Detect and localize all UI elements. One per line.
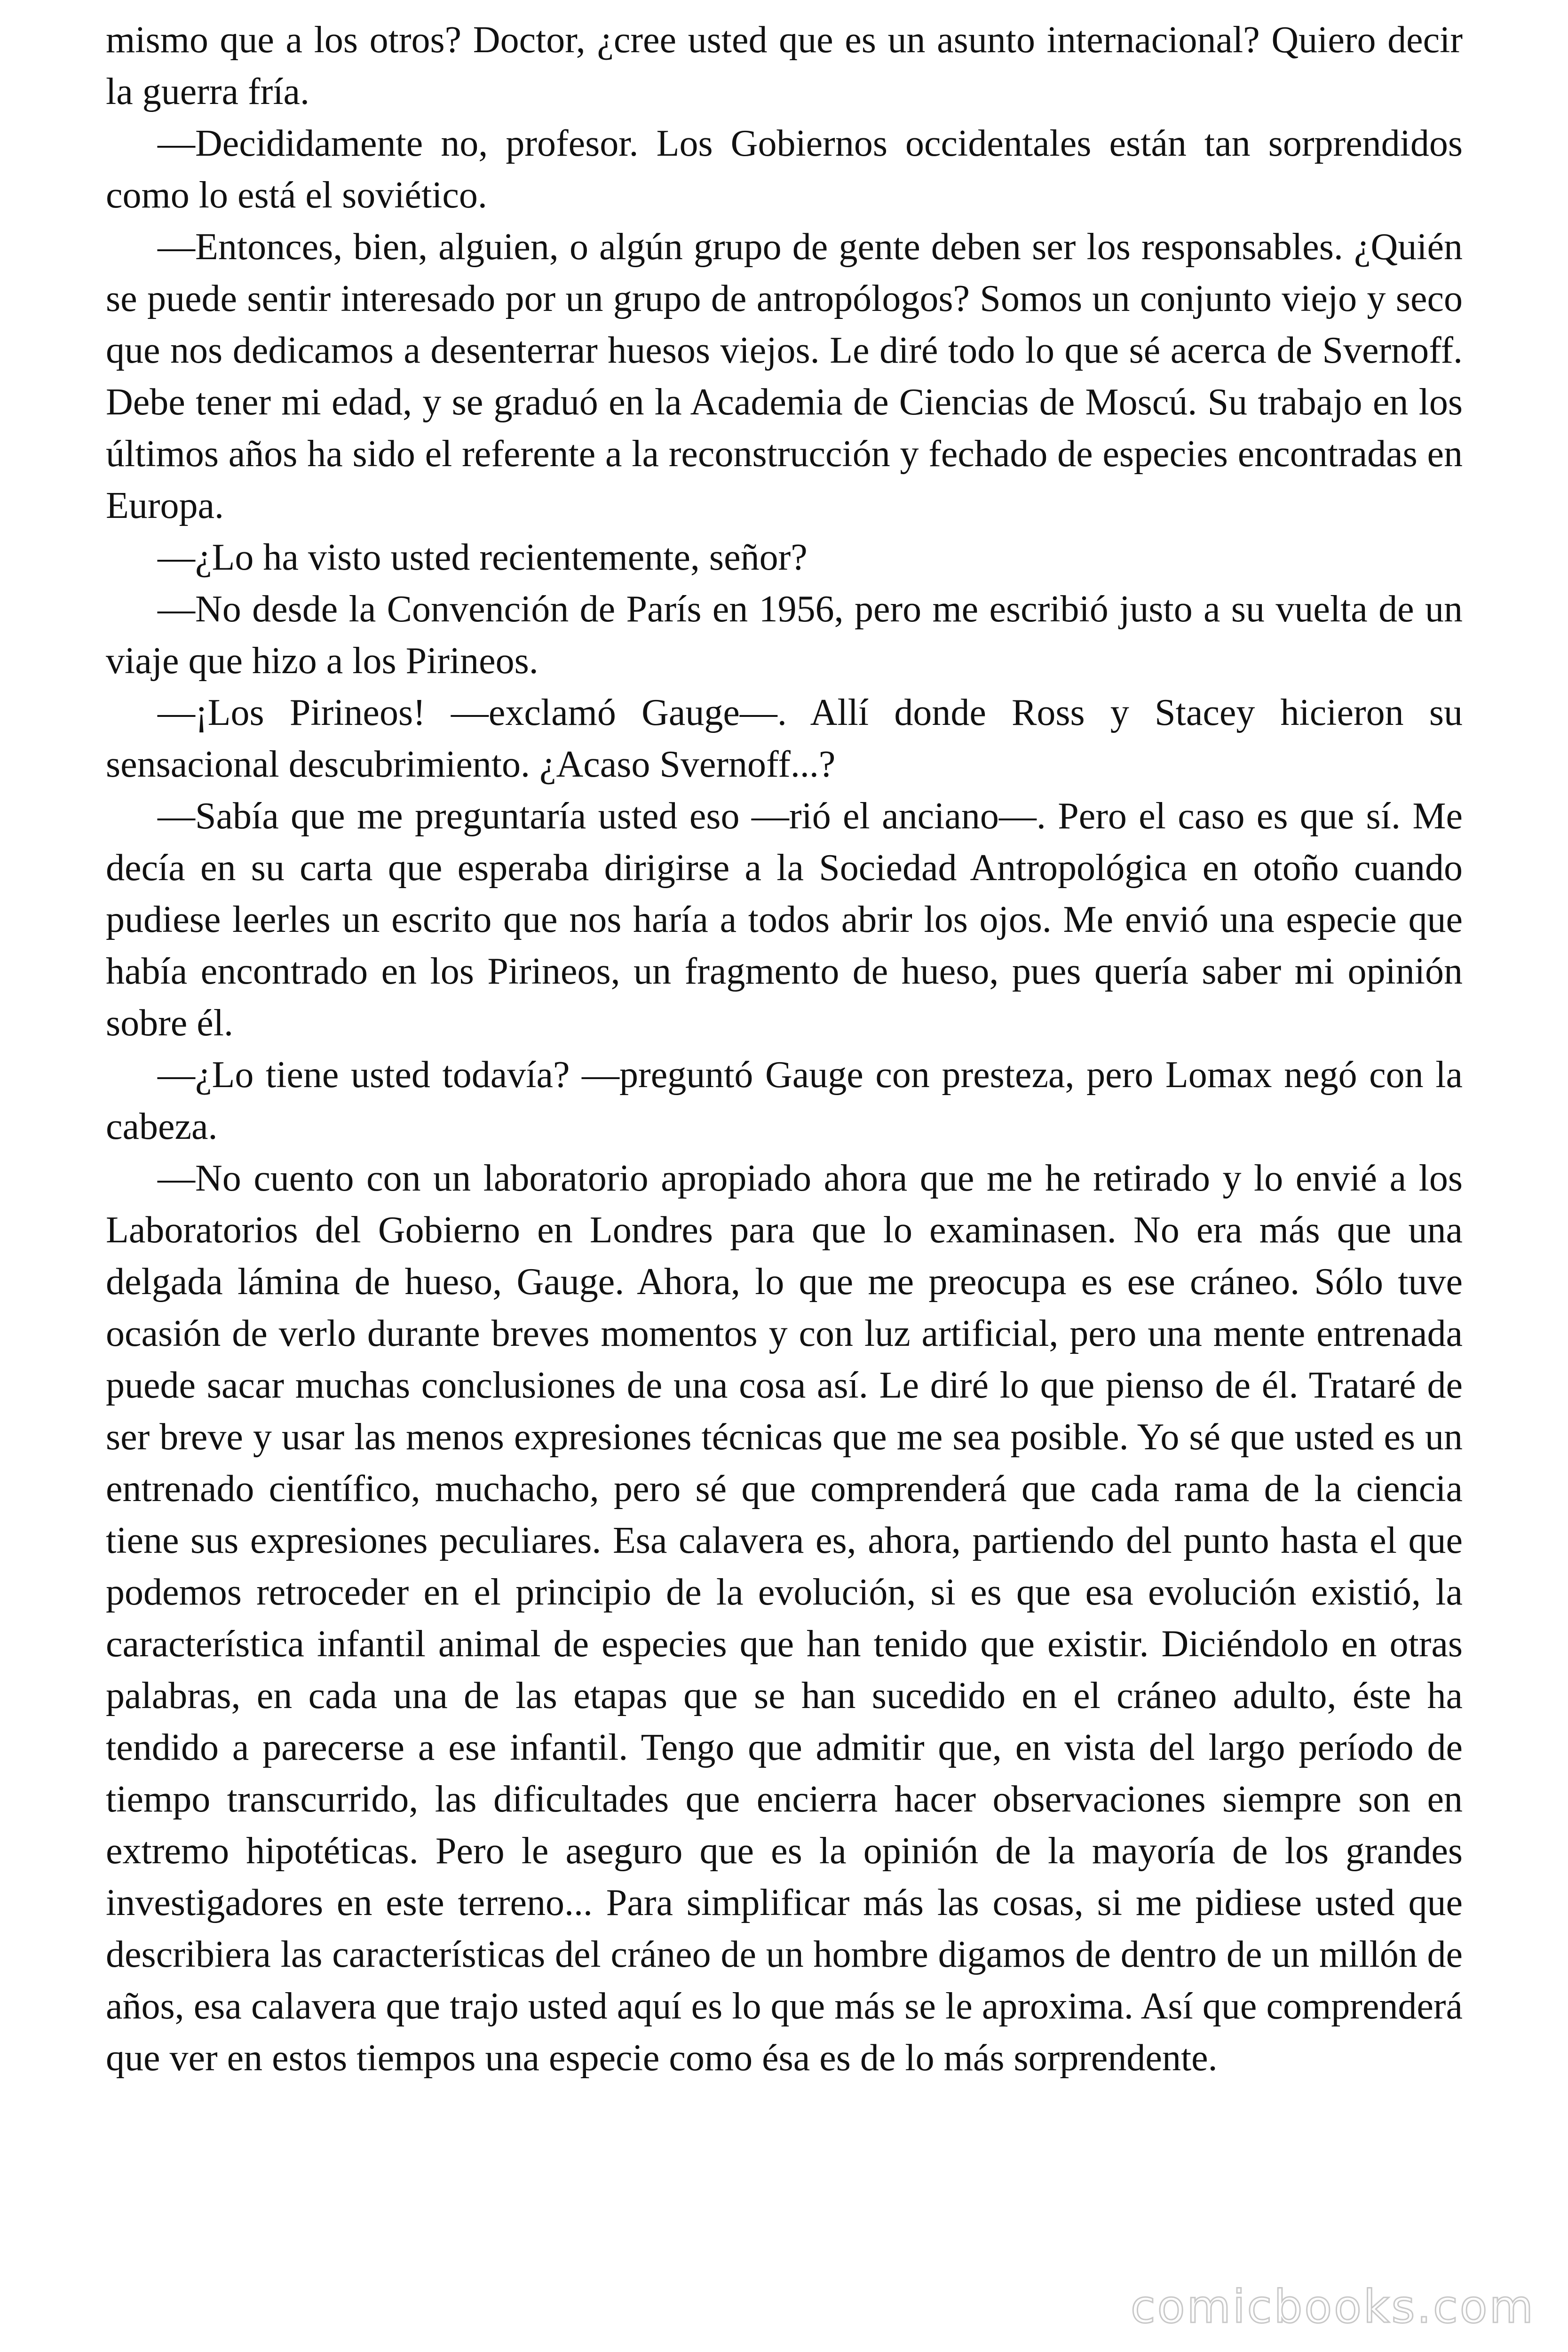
paragraph-4: —¿Lo ha visto usted recientemente, señor? [158,537,808,578]
paragraph-5: —No desde la Convención de París en 1956, pero me escribió justo a su vuelta de un viaje que hizo a los Pirineos. [106,588,1463,682]
paragraph-1: mismo que a los otros? Doctor, ¿cree usted que es un asunto internacional? Quiero decir la guerra fría. [106,19,1463,112]
watermark-logo: comicbooks.com [1130,2280,1535,2333]
paragraph-7: —Sabía que me preguntaría usted eso —rió el anciano—. Pero el caso es que sí. Me decía en su carta que esperaba dirigirse a la Sociedad Antropológica en otoño cuando pudiese leerles un escrito que nos haría a todos abrir los ojos. Me envió una especie que había encontrado en los Pirineos, un fragmento de hueso, pues quería saber mi opinión sobre él. [106,795,1463,1044]
document-page [106,14,1463,2272]
paragraph-6: —¡Los Pirineos! —exclamó Gauge—. Allí donde Ross y Stacey hicieron su sensacional descubrimiento. ¿Acaso Svernoff...? [106,692,1463,785]
paragraph-3: —Entonces, bien, alguien, o algún grupo de gente deben ser los responsables. ¿Quién se puede sentir interesado por un grupo de antropólogos? Somos un conjunto viejo y seco que nos dedicamos a desenterrar huesos viejos. Le diré todo lo que sé acerca de Svernoff. Debe tener mi edad, y se graduó en la Academia de Ciencias de Moscú. Su trabajo en los últimos años ha sido el referente a la reconstrucción y fechado de especies encontradas en Europa. [106,226,1463,526]
paragraph-8: —¿Lo tiene usted todavía? —preguntó Gauge con presteza, pero Lomax negó con la cabeza. [106,1054,1463,1147]
paragraph-9: —No cuento con un laboratorio apropiado ahora que me he retirado y lo envié a los Laboratorios del Gobierno en Londres para que lo examinasen. No era más que una delgada lámina de hueso, Gauge. Ahora, lo que me preocupa es ese cráneo. Sólo tuve ocasión de verlo durante breves momentos y con luz artificial, pero una mente entrenada puede sacar muchas conclusiones de una cosa así. Le diré lo que pienso de él. Trataré de ser breve y usar las menos expresiones técnicas que me sea posible. Yo sé que usted es un entrenado científico, muchacho, pero sé que comprenderá que cada rama de la ciencia tiene sus expresiones peculiares. Esa calavera es, ahora, partiendo del punto hasta el que podemos retroceder en el principio de la evolución, si es que esa evolución existió, la característica infantil animal de especies que han tenido que existir. Diciéndolo en otras palabras, en cada una de las etapas que se han sucedido en el cráneo adulto, éste ha tendido a parecerse a ese infantil. Tengo que admitir que, en vista del largo período de tiempo transcurrido, las dificultades que encierra hacer observaciones siempre son en extremo hipotéticas. Pero le aseguro que es la opinión de la mayoría de los grandes investigadores en este terreno... Para simplificar más las cosas, si me pidiese usted que describiera las características del cráneo de un hombre digamos de dentro de un millón de años, esa calavera que trajo usted aquí es lo que más se le aproxima. Así que comprenderá que ver en estos tiempos una especie como ésa es de lo más sorprendente. [106,1158,1463,2079]
paragraph-2: —Decididamente no, profesor. Los Gobiernos occidentales están tan sorprendidos como lo está el soviético. [106,123,1463,216]
